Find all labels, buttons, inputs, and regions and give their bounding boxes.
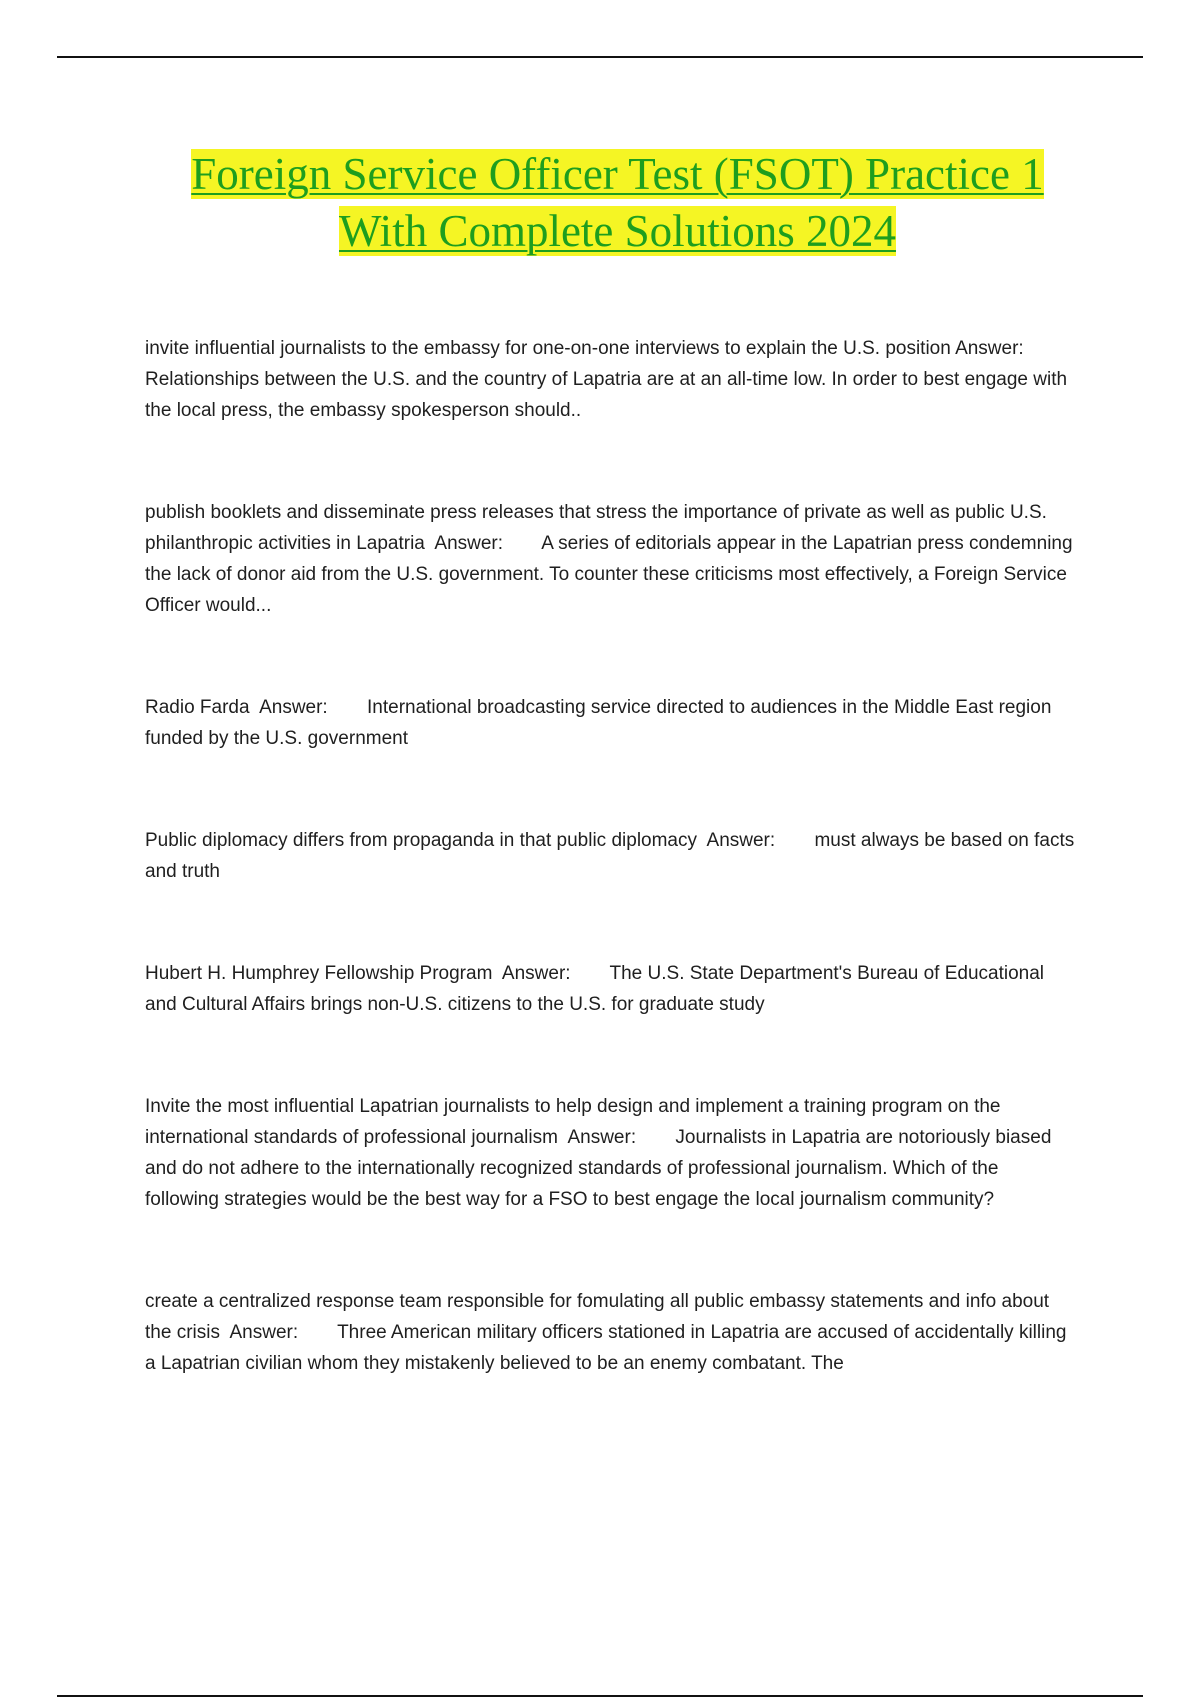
- document-title: [100, 146, 1135, 260]
- qa-term: Radio Farda: [145, 697, 250, 718]
- qa-entry: [145, 692, 1075, 754]
- qa-entry: [145, 825, 1075, 887]
- answer-label: Answer:: [706, 830, 776, 851]
- qa-entry: [145, 497, 1075, 621]
- qa-term: Hubert H. Humphrey Fellowship Program: [145, 963, 493, 984]
- qa-answer: A series of editorials appear in the Lapatrian press condemning the lack of donor aid from the U.S. government. To counter these criticisms most effectively, a Foreign Service Officer would...: [145, 533, 1073, 616]
- qa-entry: [145, 1091, 1075, 1215]
- qa-answer: Journalists in Lapatria are notoriously biased and do not adhere to the internationally recognized standards of professional journalism. Which of the following strategies would be the best way for a FSO to best engage the local journalism community?: [145, 1127, 1052, 1210]
- answer-label: Answer:: [501, 963, 571, 984]
- qa-answer: must always be based on facts and truth: [145, 830, 1075, 882]
- qa-answer: Three American military officers stationed in Lapatria are accused of accidentally killing a Lapatrian civilian whom they mistakenly believed to be an enemy combatant. The: [145, 1322, 1067, 1374]
- qa-entry: [145, 333, 1075, 426]
- qa-entry: [145, 958, 1075, 1020]
- qa-list: [145, 333, 1075, 1450]
- qa-term: Public diplomacy differs from propaganda in that public diplomacy: [145, 830, 698, 851]
- qa-entry: [145, 1286, 1075, 1379]
- qa-term: publish booklets and disseminate press releases that stress the importance of private as well as public U.S. philanthropic activities in Lapatria: [145, 502, 1047, 554]
- qa-term: invite influential journalists to the embassy for one-on-one interviews to explain the U.S. position: [145, 338, 951, 359]
- qa-answer: International broadcasting service directed to audiences in the Middle East region funded by the U.S. government: [145, 697, 1052, 749]
- top-rule: [57, 56, 1143, 58]
- qa-term: Invite the most influential Lapatrian journalists to help design and implement a training program on the international standards of professional journalism: [145, 1096, 1001, 1148]
- answer-label: Answer:: [567, 1127, 637, 1148]
- bottom-rule: [57, 1695, 1143, 1697]
- qa-answer: The U.S. State Department's Bureau of Educational and Cultural Affairs brings non-U.S. citizens to the U.S. for graduate study: [145, 963, 1045, 1015]
- qa-answer: Relationships between the U.S. and the country of Lapatria are at an all-time low. In order to best engage with the local press, the embassy spokesperson should..: [145, 369, 1068, 421]
- answer-label: Answer:: [955, 338, 1024, 359]
- qa-term: create a centralized response team responsible for fomulating all public embassy statements and info about the crisis: [145, 1291, 1050, 1343]
- title-line-1: Foreign Service Officer Test (FSOT) Practice 1: [191, 149, 1044, 199]
- answer-label: Answer:: [434, 533, 504, 554]
- answer-label: Answer:: [259, 697, 328, 718]
- title-line-2: With Complete Solutions 2024: [339, 206, 896, 256]
- answer-label: Answer:: [229, 1322, 299, 1343]
